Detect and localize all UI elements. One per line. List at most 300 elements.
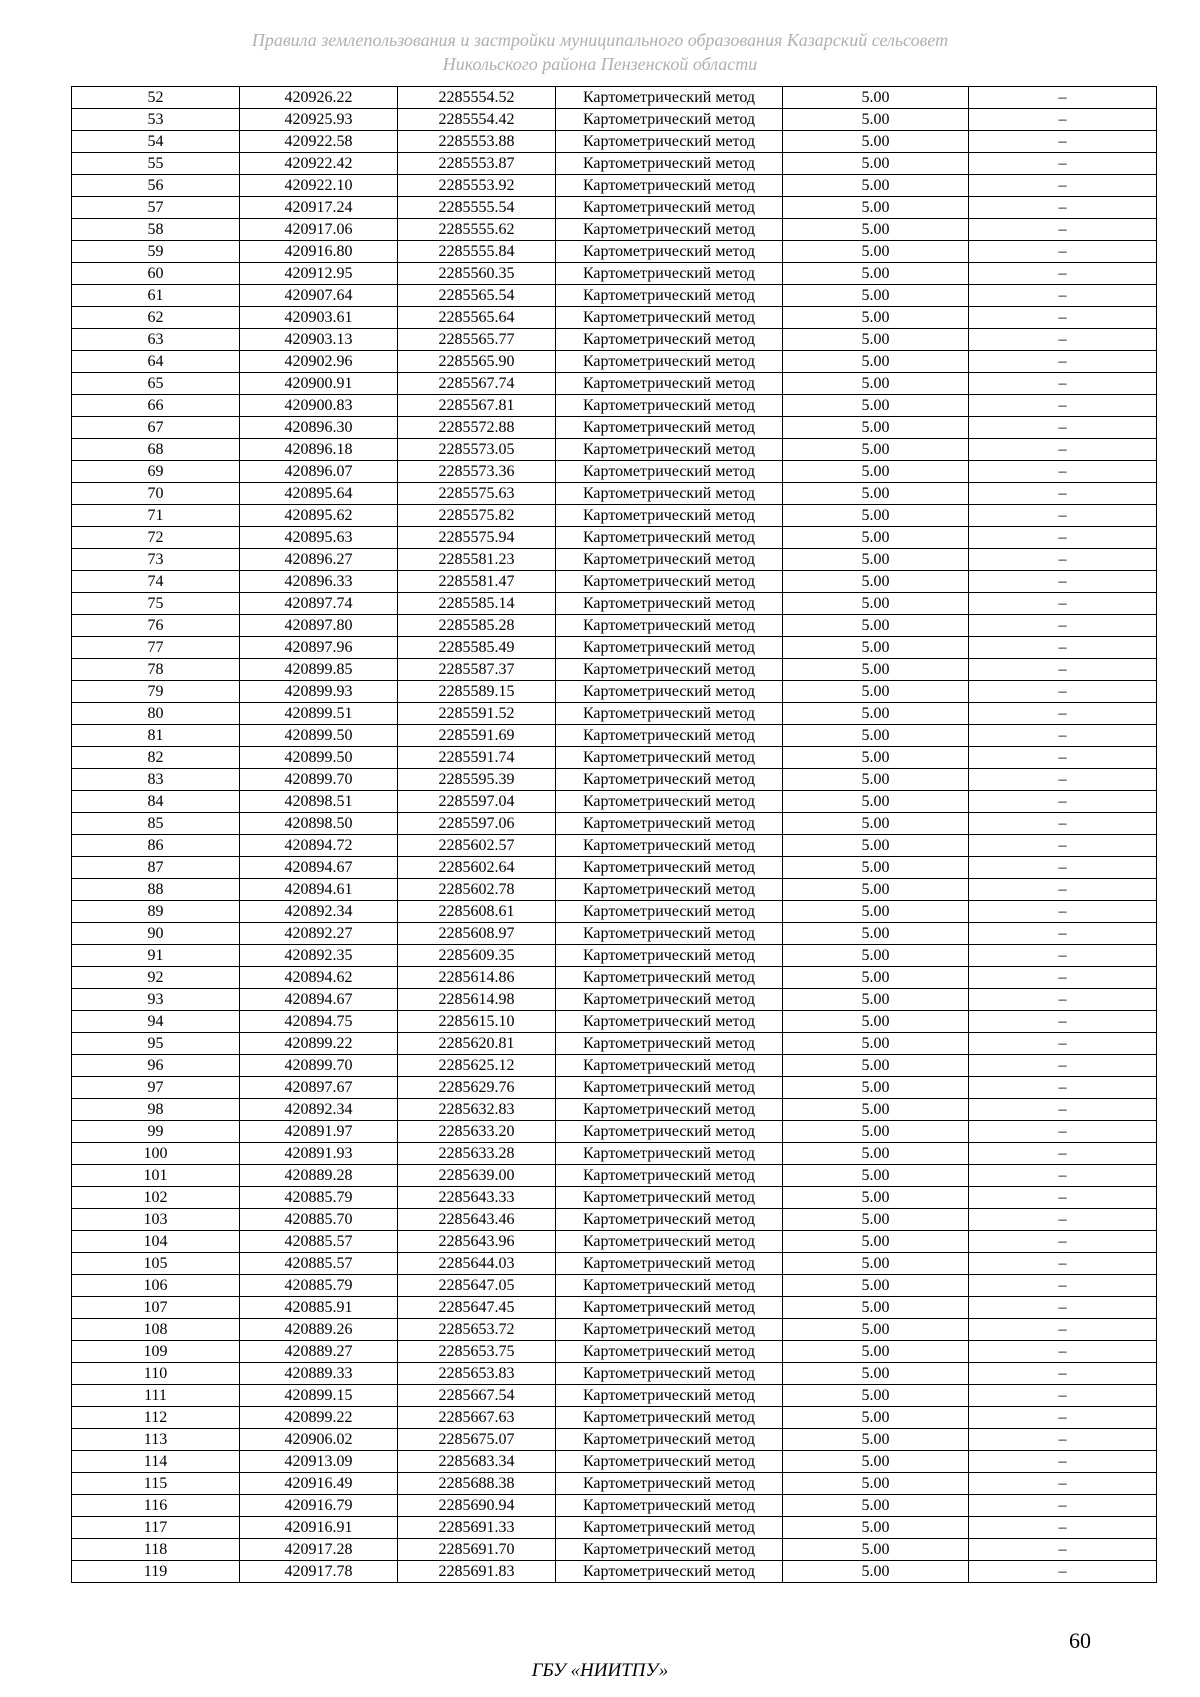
note-cell: – [969, 395, 1157, 417]
accuracy-cell: 5.00 [783, 1099, 969, 1121]
y-coordinate-cell: 2285553.87 [398, 153, 556, 175]
y-coordinate-cell: 2285683.34 [398, 1451, 556, 1473]
method-cell: Картометрический метод [556, 725, 783, 747]
point-number-cell: 94 [72, 1011, 240, 1033]
x-coordinate-cell: 420894.67 [240, 989, 398, 1011]
y-coordinate-cell: 2285691.70 [398, 1539, 556, 1561]
method-cell: Картометрический метод [556, 1319, 783, 1341]
method-cell: Картометрический метод [556, 1363, 783, 1385]
y-coordinate-cell: 2285591.52 [398, 703, 556, 725]
y-coordinate-cell: 2285565.64 [398, 307, 556, 329]
table-row [72, 967, 1157, 989]
point-number-cell: 83 [72, 769, 240, 791]
y-coordinate-cell: 2285575.94 [398, 527, 556, 549]
x-coordinate-cell: 420917.28 [240, 1539, 398, 1561]
x-coordinate-cell: 420898.50 [240, 813, 398, 835]
note-cell: – [969, 527, 1157, 549]
point-number-cell: 67 [72, 417, 240, 439]
point-number-cell: 115 [72, 1473, 240, 1495]
accuracy-cell: 5.00 [783, 417, 969, 439]
table-row [72, 791, 1157, 813]
method-cell: Картометрический метод [556, 1187, 783, 1209]
point-number-cell: 97 [72, 1077, 240, 1099]
table-row [72, 87, 1157, 109]
method-cell: Картометрический метод [556, 1011, 783, 1033]
x-coordinate-cell: 420917.24 [240, 197, 398, 219]
point-number-cell: 113 [72, 1429, 240, 1451]
x-coordinate-cell: 420913.09 [240, 1451, 398, 1473]
method-cell: Картометрический метод [556, 857, 783, 879]
method-cell: Картометрический метод [556, 1341, 783, 1363]
point-number-cell: 109 [72, 1341, 240, 1363]
note-cell: – [969, 769, 1157, 791]
accuracy-cell: 5.00 [783, 505, 969, 527]
y-coordinate-cell: 2285555.84 [398, 241, 556, 263]
note-cell: – [969, 1099, 1157, 1121]
x-coordinate-cell: 420885.70 [240, 1209, 398, 1231]
point-number-cell: 71 [72, 505, 240, 527]
table-row [72, 109, 1157, 131]
y-coordinate-cell: 2285620.81 [398, 1033, 556, 1055]
x-coordinate-cell: 420899.22 [240, 1033, 398, 1055]
table-row [72, 1165, 1157, 1187]
y-coordinate-cell: 2285644.03 [398, 1253, 556, 1275]
method-cell: Картометрический метод [556, 571, 783, 593]
x-coordinate-cell: 420891.93 [240, 1143, 398, 1165]
note-cell: – [969, 131, 1157, 153]
table-row [72, 1055, 1157, 1077]
table-row [72, 527, 1157, 549]
point-number-cell: 76 [72, 615, 240, 637]
y-coordinate-cell: 2285608.61 [398, 901, 556, 923]
y-coordinate-cell: 2285597.04 [398, 791, 556, 813]
page-header [0, 28, 1200, 76]
accuracy-cell: 5.00 [783, 879, 969, 901]
point-number-cell: 95 [72, 1033, 240, 1055]
note-cell: – [969, 1275, 1157, 1297]
table-row [72, 923, 1157, 945]
table-row [72, 351, 1157, 373]
x-coordinate-cell: 420894.62 [240, 967, 398, 989]
y-coordinate-cell: 2285565.90 [398, 351, 556, 373]
table-row [72, 857, 1157, 879]
table-row [72, 461, 1157, 483]
x-coordinate-cell: 420894.61 [240, 879, 398, 901]
x-coordinate-cell: 420894.67 [240, 857, 398, 879]
note-cell: – [969, 725, 1157, 747]
method-cell: Картометрический метод [556, 901, 783, 923]
point-number-cell: 57 [72, 197, 240, 219]
note-cell: – [969, 967, 1157, 989]
table-row [72, 395, 1157, 417]
note-cell: – [969, 1385, 1157, 1407]
point-number-cell: 56 [72, 175, 240, 197]
table-row [72, 483, 1157, 505]
point-number-cell: 68 [72, 439, 240, 461]
y-coordinate-cell: 2285688.38 [398, 1473, 556, 1495]
table-row [72, 219, 1157, 241]
accuracy-cell: 5.00 [783, 285, 969, 307]
y-coordinate-cell: 2285653.72 [398, 1319, 556, 1341]
x-coordinate-cell: 420892.27 [240, 923, 398, 945]
accuracy-cell: 5.00 [783, 1143, 969, 1165]
accuracy-cell: 5.00 [783, 1429, 969, 1451]
table-row [72, 1429, 1157, 1451]
point-number-cell: 84 [72, 791, 240, 813]
x-coordinate-cell: 420892.34 [240, 901, 398, 923]
accuracy-cell: 5.00 [783, 681, 969, 703]
accuracy-cell: 5.00 [783, 813, 969, 835]
header-line-1: Правила землепользования и застройки муниципального образования Казарский сельсовет [251, 30, 949, 50]
table-row [72, 1077, 1157, 1099]
y-coordinate-cell: 2285639.00 [398, 1165, 556, 1187]
note-cell: – [969, 879, 1157, 901]
y-coordinate-cell: 2285602.57 [398, 835, 556, 857]
table-row [72, 593, 1157, 615]
note-cell: – [969, 1561, 1157, 1583]
method-cell: Картометрический метод [556, 1407, 783, 1429]
note-cell: – [969, 439, 1157, 461]
table-row [72, 571, 1157, 593]
accuracy-cell: 5.00 [783, 901, 969, 923]
method-cell: Картометрический метод [556, 1231, 783, 1253]
y-coordinate-cell: 2285615.10 [398, 1011, 556, 1033]
y-coordinate-cell: 2285625.12 [398, 1055, 556, 1077]
y-coordinate-cell: 2285565.54 [398, 285, 556, 307]
table-row [72, 131, 1157, 153]
accuracy-cell: 5.00 [783, 1297, 969, 1319]
y-coordinate-cell: 2285691.83 [398, 1561, 556, 1583]
accuracy-cell: 5.00 [783, 1165, 969, 1187]
y-coordinate-cell: 2285643.96 [398, 1231, 556, 1253]
note-cell: – [969, 329, 1157, 351]
y-coordinate-cell: 2285614.98 [398, 989, 556, 1011]
y-coordinate-cell: 2285667.54 [398, 1385, 556, 1407]
method-cell: Картометрический метод [556, 461, 783, 483]
point-number-cell: 53 [72, 109, 240, 131]
table-row [72, 1407, 1157, 1429]
note-cell: – [969, 1011, 1157, 1033]
point-number-cell: 90 [72, 923, 240, 945]
point-number-cell: 89 [72, 901, 240, 923]
y-coordinate-cell: 2285647.45 [398, 1297, 556, 1319]
table-row [72, 1253, 1157, 1275]
point-number-cell: 111 [72, 1385, 240, 1407]
point-number-cell: 119 [72, 1561, 240, 1583]
method-cell: Картометрический метод [556, 637, 783, 659]
note-cell: – [969, 857, 1157, 879]
y-coordinate-cell: 2285595.39 [398, 769, 556, 791]
table-row [72, 329, 1157, 351]
method-cell: Картометрический метод [556, 659, 783, 681]
table-row [72, 1385, 1157, 1407]
method-cell: Картометрический метод [556, 1495, 783, 1517]
accuracy-cell: 5.00 [783, 1077, 969, 1099]
accuracy-cell: 5.00 [783, 263, 969, 285]
x-coordinate-cell: 420916.49 [240, 1473, 398, 1495]
method-cell: Картометрический метод [556, 1165, 783, 1187]
method-cell: Картометрический метод [556, 1143, 783, 1165]
point-number-cell: 110 [72, 1363, 240, 1385]
note-cell: – [969, 1451, 1157, 1473]
method-cell: Картометрический метод [556, 615, 783, 637]
y-coordinate-cell: 2285560.35 [398, 263, 556, 285]
accuracy-cell: 5.00 [783, 219, 969, 241]
accuracy-cell: 5.00 [783, 945, 969, 967]
method-cell: Картометрический метод [556, 351, 783, 373]
accuracy-cell: 5.00 [783, 1253, 969, 1275]
accuracy-cell: 5.00 [783, 703, 969, 725]
table-row [72, 747, 1157, 769]
note-cell: – [969, 263, 1157, 285]
x-coordinate-cell: 420889.26 [240, 1319, 398, 1341]
table-row [72, 1187, 1157, 1209]
x-coordinate-cell: 420894.75 [240, 1011, 398, 1033]
table-row [72, 1209, 1157, 1231]
point-number-cell: 54 [72, 131, 240, 153]
table-row [72, 659, 1157, 681]
accuracy-cell: 5.00 [783, 549, 969, 571]
point-number-cell: 102 [72, 1187, 240, 1209]
accuracy-cell: 5.00 [783, 1231, 969, 1253]
x-coordinate-cell: 420899.50 [240, 725, 398, 747]
note-cell: – [969, 351, 1157, 373]
note-cell: – [969, 703, 1157, 725]
point-number-cell: 117 [72, 1517, 240, 1539]
note-cell: – [969, 835, 1157, 857]
accuracy-cell: 5.00 [783, 1055, 969, 1077]
note-cell: – [969, 571, 1157, 593]
point-number-cell: 60 [72, 263, 240, 285]
table-row [72, 901, 1157, 923]
table-row [72, 439, 1157, 461]
table-row [72, 263, 1157, 285]
x-coordinate-cell: 420899.51 [240, 703, 398, 725]
table-row [72, 285, 1157, 307]
note-cell: – [969, 87, 1157, 109]
accuracy-cell: 5.00 [783, 1407, 969, 1429]
method-cell: Картометрический метод [556, 879, 783, 901]
accuracy-cell: 5.00 [783, 1451, 969, 1473]
y-coordinate-cell: 2285602.78 [398, 879, 556, 901]
note-cell: – [969, 901, 1157, 923]
point-number-cell: 58 [72, 219, 240, 241]
table-row [72, 703, 1157, 725]
x-coordinate-cell: 420900.91 [240, 373, 398, 395]
method-cell: Картометрический метод [556, 967, 783, 989]
point-number-cell: 87 [72, 857, 240, 879]
accuracy-cell: 5.00 [783, 615, 969, 637]
note-cell: – [969, 1143, 1157, 1165]
method-cell: Картометрический метод [556, 1253, 783, 1275]
table-row [72, 307, 1157, 329]
x-coordinate-cell: 420885.57 [240, 1253, 398, 1275]
note-cell: – [969, 505, 1157, 527]
accuracy-cell: 5.00 [783, 637, 969, 659]
x-coordinate-cell: 420917.06 [240, 219, 398, 241]
x-coordinate-cell: 420892.35 [240, 945, 398, 967]
method-cell: Картометрический метод [556, 549, 783, 571]
accuracy-cell: 5.00 [783, 725, 969, 747]
method-cell: Картометрический метод [556, 153, 783, 175]
point-number-cell: 80 [72, 703, 240, 725]
table-row [72, 813, 1157, 835]
accuracy-cell: 5.00 [783, 1187, 969, 1209]
method-cell: Картометрический метод [556, 813, 783, 835]
x-coordinate-cell: 420885.79 [240, 1275, 398, 1297]
accuracy-cell: 5.00 [783, 527, 969, 549]
table-row [72, 175, 1157, 197]
y-coordinate-cell: 2285675.07 [398, 1429, 556, 1451]
accuracy-cell: 5.00 [783, 769, 969, 791]
y-coordinate-cell: 2285575.63 [398, 483, 556, 505]
accuracy-cell: 5.00 [783, 373, 969, 395]
method-cell: Картометрический метод [556, 703, 783, 725]
method-cell: Картометрический метод [556, 1385, 783, 1407]
x-coordinate-cell: 420889.28 [240, 1165, 398, 1187]
point-number-cell: 118 [72, 1539, 240, 1561]
x-coordinate-cell: 420896.27 [240, 549, 398, 571]
table-row [72, 1143, 1157, 1165]
note-cell: – [969, 923, 1157, 945]
x-coordinate-cell: 420895.64 [240, 483, 398, 505]
point-number-cell: 112 [72, 1407, 240, 1429]
x-coordinate-cell: 420912.95 [240, 263, 398, 285]
x-coordinate-cell: 420898.51 [240, 791, 398, 813]
point-number-cell: 106 [72, 1275, 240, 1297]
x-coordinate-cell: 420894.72 [240, 835, 398, 857]
point-number-cell: 93 [72, 989, 240, 1011]
note-cell: – [969, 1033, 1157, 1055]
x-coordinate-cell: 420896.07 [240, 461, 398, 483]
x-coordinate-cell: 420889.27 [240, 1341, 398, 1363]
point-number-cell: 108 [72, 1319, 240, 1341]
accuracy-cell: 5.00 [783, 747, 969, 769]
note-cell: – [969, 813, 1157, 835]
x-coordinate-cell: 420896.18 [240, 439, 398, 461]
x-coordinate-cell: 420895.63 [240, 527, 398, 549]
point-number-cell: 62 [72, 307, 240, 329]
point-number-cell: 74 [72, 571, 240, 593]
table-row [72, 1539, 1157, 1561]
note-cell: – [969, 1077, 1157, 1099]
note-cell: – [969, 307, 1157, 329]
note-cell: – [969, 1539, 1157, 1561]
method-cell: Картометрический метод [556, 681, 783, 703]
note-cell: – [969, 417, 1157, 439]
accuracy-cell: 5.00 [783, 241, 969, 263]
y-coordinate-cell: 2285555.62 [398, 219, 556, 241]
x-coordinate-cell: 420916.79 [240, 1495, 398, 1517]
x-coordinate-cell: 420899.22 [240, 1407, 398, 1429]
accuracy-cell: 5.00 [783, 1473, 969, 1495]
note-cell: – [969, 1297, 1157, 1319]
point-number-cell: 85 [72, 813, 240, 835]
y-coordinate-cell: 2285573.05 [398, 439, 556, 461]
x-coordinate-cell: 420896.30 [240, 417, 398, 439]
accuracy-cell: 5.00 [783, 329, 969, 351]
note-cell: – [969, 285, 1157, 307]
note-cell: – [969, 659, 1157, 681]
table-row [72, 1473, 1157, 1495]
accuracy-cell: 5.00 [783, 1121, 969, 1143]
x-coordinate-cell: 420899.50 [240, 747, 398, 769]
point-number-cell: 65 [72, 373, 240, 395]
note-cell: – [969, 373, 1157, 395]
point-number-cell: 66 [72, 395, 240, 417]
point-number-cell: 63 [72, 329, 240, 351]
table-row [72, 879, 1157, 901]
y-coordinate-cell: 2285587.37 [398, 659, 556, 681]
accuracy-cell: 5.00 [783, 307, 969, 329]
method-cell: Картометрический метод [556, 373, 783, 395]
x-coordinate-cell: 420896.33 [240, 571, 398, 593]
point-number-cell: 70 [72, 483, 240, 505]
x-coordinate-cell: 420926.22 [240, 87, 398, 109]
accuracy-cell: 5.00 [783, 989, 969, 1011]
y-coordinate-cell: 2285585.49 [398, 637, 556, 659]
table-row [72, 197, 1157, 219]
accuracy-cell: 5.00 [783, 835, 969, 857]
accuracy-cell: 5.00 [783, 1363, 969, 1385]
table-row [72, 1363, 1157, 1385]
accuracy-cell: 5.00 [783, 197, 969, 219]
method-cell: Картометрический метод [556, 505, 783, 527]
point-number-cell: 116 [72, 1495, 240, 1517]
accuracy-cell: 5.00 [783, 153, 969, 175]
table-row [72, 1517, 1157, 1539]
accuracy-cell: 5.00 [783, 1517, 969, 1539]
y-coordinate-cell: 2285647.05 [398, 1275, 556, 1297]
table-row [72, 549, 1157, 571]
point-number-cell: 92 [72, 967, 240, 989]
note-cell: – [969, 1517, 1157, 1539]
y-coordinate-cell: 2285585.14 [398, 593, 556, 615]
x-coordinate-cell: 420899.15 [240, 1385, 398, 1407]
point-number-cell: 61 [72, 285, 240, 307]
accuracy-cell: 5.00 [783, 1011, 969, 1033]
table-row [72, 681, 1157, 703]
point-number-cell: 82 [72, 747, 240, 769]
note-cell: – [969, 1407, 1157, 1429]
x-coordinate-cell: 420885.79 [240, 1187, 398, 1209]
method-cell: Картометрический метод [556, 1297, 783, 1319]
table-row [72, 505, 1157, 527]
y-coordinate-cell: 2285575.82 [398, 505, 556, 527]
page-footer: ГБУ «НИИТПУ» [531, 1660, 669, 1681]
point-number-cell: 96 [72, 1055, 240, 1077]
y-coordinate-cell: 2285614.86 [398, 967, 556, 989]
point-number-cell: 52 [72, 87, 240, 109]
method-cell: Картометрический метод [556, 197, 783, 219]
method-cell: Картометрический метод [556, 1209, 783, 1231]
note-cell: – [969, 241, 1157, 263]
note-cell: – [969, 461, 1157, 483]
y-coordinate-cell: 2285609.35 [398, 945, 556, 967]
method-cell: Картометрический метод [556, 1539, 783, 1561]
x-coordinate-cell: 420903.61 [240, 307, 398, 329]
note-cell: – [969, 615, 1157, 637]
table-row [72, 615, 1157, 637]
method-cell: Картометрический метод [556, 109, 783, 131]
accuracy-cell: 5.00 [783, 1561, 969, 1583]
method-cell: Картометрический метод [556, 747, 783, 769]
point-number-cell: 86 [72, 835, 240, 857]
table-row [72, 1341, 1157, 1363]
table-row [72, 153, 1157, 175]
note-cell: – [969, 747, 1157, 769]
method-cell: Картометрический метод [556, 1451, 783, 1473]
